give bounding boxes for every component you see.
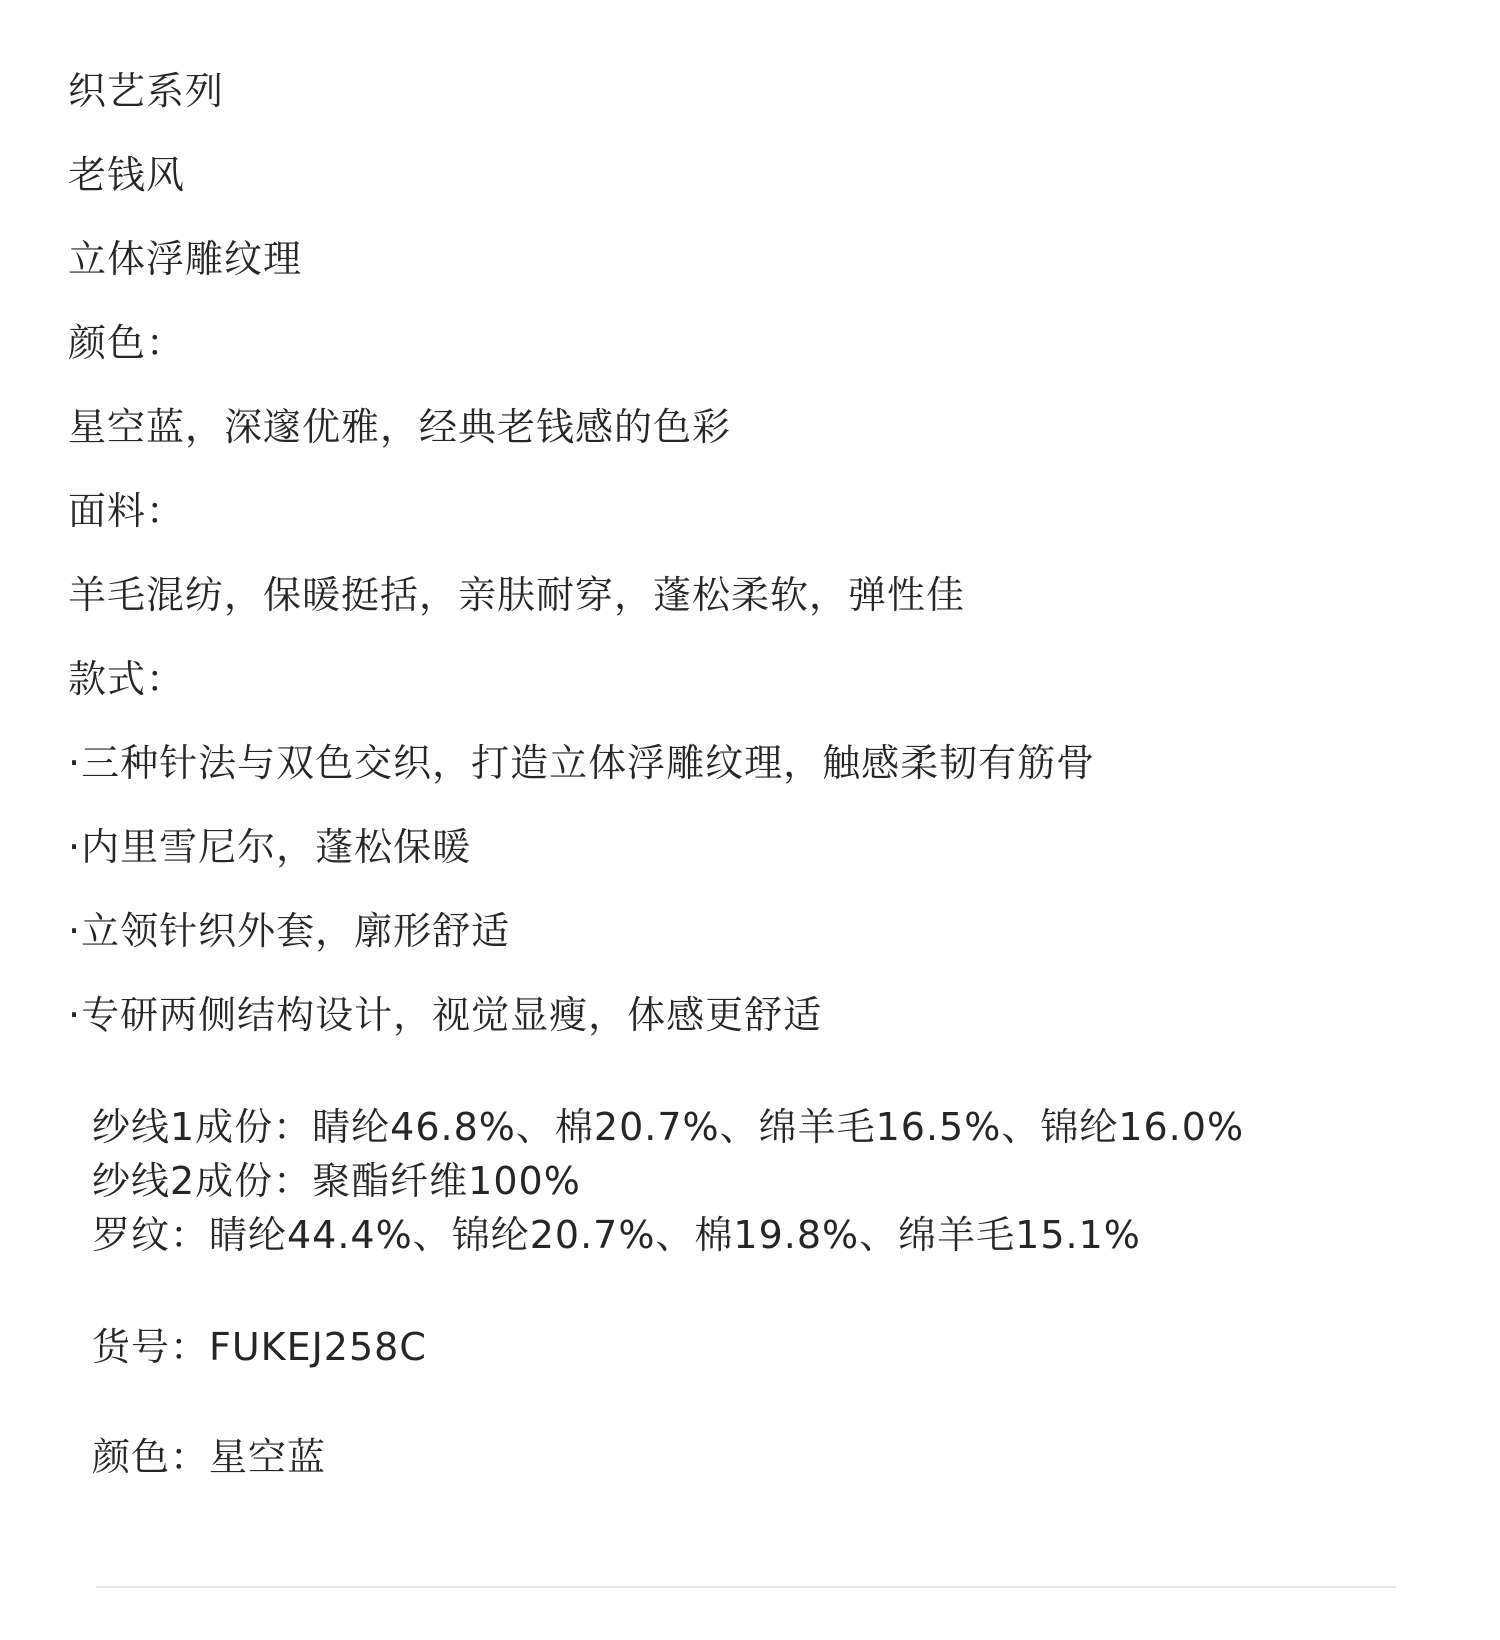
yarn2-composition: 纱线2成份：聚酯纤维100% bbox=[92, 1159, 581, 1203]
feature-item: ·内里雪尼尔，蓬松保暖 bbox=[68, 825, 472, 869]
fabric-label: 面料： bbox=[68, 489, 186, 533]
yarn1-composition: 纱线1成份：睛纶46.8%、棉20.7%、绵羊毛16.5%、锦纶16.0% bbox=[92, 1105, 1245, 1149]
texture-title: 立体浮雕纹理 bbox=[68, 237, 303, 281]
style-name: 老钱风 bbox=[68, 153, 186, 197]
fabric-description: 羊毛混纺，保暖挺括，亲肤耐穿，蓬松柔软，弹性佳 bbox=[68, 573, 966, 617]
feature-item: ·三种针法与双色交织，打造立体浮雕纹理，触感柔韧有筋骨 bbox=[68, 741, 1096, 785]
rib-composition: 罗纹：睛纶44.4%、锦纶20.7%、棉19.8%、绵羊毛15.1% bbox=[92, 1213, 1141, 1257]
article-number: 货号：FUKEJ258C bbox=[92, 1325, 427, 1369]
series-title: 织艺系列 bbox=[68, 69, 225, 113]
color-summary: 颜色：星空蓝 bbox=[92, 1435, 327, 1479]
divider bbox=[96, 1586, 1396, 1588]
color-description: 星空蓝，深邃优雅，经典老钱感的色彩 bbox=[68, 405, 732, 449]
color-label: 颜色： bbox=[68, 321, 186, 365]
feature-item: ·立领针织外套，廓形舒适 bbox=[68, 909, 511, 953]
style-label: 款式： bbox=[68, 657, 186, 701]
feature-item: ·专研两侧结构设计，视觉显瘦，体感更舒适 bbox=[68, 993, 823, 1037]
